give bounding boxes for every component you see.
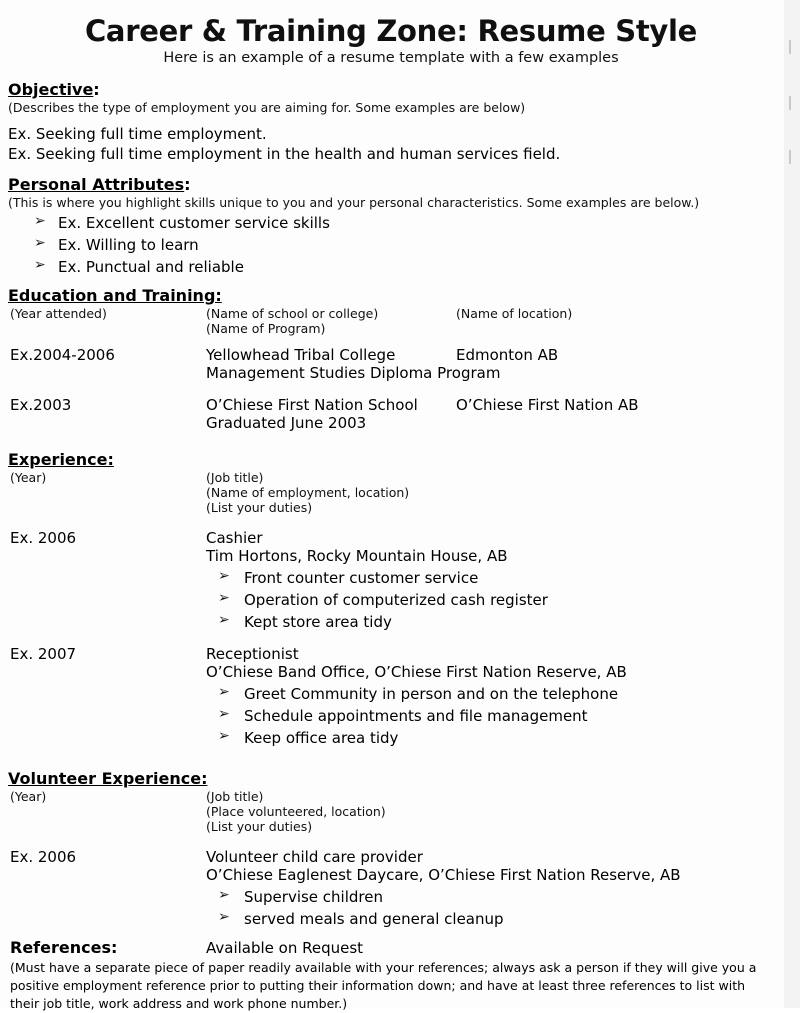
volunteer-hints [6, 789, 776, 804]
objective-example: Ex. Seeking full time employment. [8, 125, 267, 143]
personal-attributes-heading-text: Personal Attributes [8, 175, 185, 194]
section-experience [6, 450, 776, 747]
experience-entry-year: Ex. 2007 [10, 645, 77, 663]
experience-hint-year: (Year) [10, 470, 47, 485]
education-heading-text: Education and Training: [8, 286, 222, 305]
scan-speck [789, 40, 791, 54]
experience-duties-list [6, 685, 776, 747]
education-entry-location: O’Chiese First Nation AB [456, 396, 639, 414]
experience-entry-employer: O’Chiese Band Office, O’Chiese First Nation Reserve, AB [206, 663, 627, 681]
list-item: ➢ Ex. Willing to learn [6, 236, 776, 254]
personal-attributes-heading-colon: : [184, 175, 191, 194]
list-item: ➢ Supervise children [6, 888, 776, 906]
education-hint-location: (Name of location) [456, 306, 573, 321]
list-item: ➢ Ex. Punctual and reliable [6, 258, 776, 276]
scan-speck [789, 150, 791, 164]
experience-hint-duties: (List your duties) [206, 500, 313, 515]
volunteer-heading [8, 769, 207, 788]
education-hints-second [6, 321, 776, 336]
experience-duties-list [6, 569, 776, 631]
page-title: Career & Training Zone: Resume Style [84, 14, 698, 48]
volunteer-entry [6, 848, 776, 866]
references-heading-colon: : [110, 938, 118, 957]
section-references [6, 938, 776, 1013]
experience-entry-employer-row [6, 547, 776, 565]
objective-heading-text: Objective [8, 80, 94, 99]
list-item: ➢ Schedule appointments and file management [6, 707, 776, 725]
personal-attributes-list [6, 214, 776, 276]
education-entry [6, 396, 776, 414]
experience-heading [8, 450, 114, 469]
education-entry [6, 346, 776, 364]
education-entry-program: Graduated June 2003 [206, 414, 367, 432]
volunteer-hint-job-title: (Job title) [206, 789, 264, 804]
list-item: ➢ Kept store area tidy [6, 613, 776, 631]
section-education [6, 286, 776, 432]
list-item: ➢ Keep office area tidy [6, 729, 776, 747]
references-note: (Must have a separate piece of paper readily available with your references; always ask a person if they will give you a positive employment reference prior to putting their information down; and have at least three references to list with their job title, work address and work phone number.) [10, 960, 757, 1012]
personal-attributes-heading [8, 175, 191, 194]
references-value: Available on Request [206, 939, 364, 957]
section-personal-attributes [6, 175, 776, 276]
references-row [6, 938, 776, 957]
education-entry-year: Ex.2003 [10, 396, 72, 414]
list-item: ➢ Operation of computerized cash register [6, 591, 776, 609]
scan-speck [789, 96, 791, 110]
volunteer-hint-year: (Year) [10, 789, 47, 804]
list-item: ➢ Front counter customer service [6, 569, 776, 587]
volunteer-hint-duties: (List your duties) [206, 819, 313, 834]
experience-entry-job-title: Cashier [206, 529, 263, 547]
education-entry-program-row [6, 414, 776, 432]
objective-heading [8, 80, 100, 99]
experience-entry-job-title: Receptionist [206, 645, 299, 663]
volunteer-entry-year: Ex. 2006 [10, 848, 77, 866]
references-heading-text: References [10, 938, 111, 957]
education-hint-program: (Name of Program) [206, 321, 326, 336]
education-entry-school: O’Chiese First Nation School [206, 396, 418, 414]
education-hints [6, 306, 776, 321]
volunteer-heading-text: Volunteer Experience: [8, 769, 208, 788]
objective-note: (Describes the type of employment you are aiming for. Some examples are below) [8, 100, 526, 115]
experience-hints-3 [6, 500, 776, 515]
volunteer-hints-2 [6, 804, 776, 819]
experience-entry [6, 645, 776, 663]
education-entry-school: Yellowhead Tribal College [206, 346, 396, 364]
section-objective [6, 80, 776, 163]
experience-hint-job-title: (Job title) [206, 470, 264, 485]
volunteer-hints-3 [6, 819, 776, 834]
education-entry-location: Edmonton AB [456, 346, 559, 364]
volunteer-entry-employer: O’Chiese Eaglenest Daycare, O’Chiese First Nation Reserve, AB [206, 866, 681, 884]
experience-entry-employer-row [6, 663, 776, 681]
experience-hints [6, 470, 776, 485]
list-item: ➢ served meals and general cleanup [6, 910, 776, 928]
section-volunteer-experience [6, 769, 776, 928]
references-heading [6, 938, 206, 957]
volunteer-hint-place: (Place volunteered, location) [206, 804, 386, 819]
experience-entry [6, 529, 776, 547]
page-subtitle: Here is an example of a resume template with a few examples [163, 50, 619, 66]
education-entry-year: Ex.2004-2006 [10, 346, 115, 364]
objective-example: Ex. Seeking full time employment in the health and human services field. [8, 145, 561, 163]
volunteer-duties-list [6, 888, 776, 928]
list-item: ➢ Greet Community in person and on the telephone [6, 685, 776, 703]
education-heading [8, 286, 222, 305]
experience-hints-2 [6, 485, 776, 500]
education-hint-school: (Name of school or college) [206, 306, 379, 321]
experience-hint-employment: (Name of employment, location) [206, 485, 410, 500]
education-entry-program: Management Studies Diploma Program [206, 364, 501, 382]
volunteer-entry-employer-row [6, 866, 776, 884]
scan-edge-artifact [784, 0, 800, 1008]
education-entry-program-row [6, 364, 776, 382]
experience-heading-text: Experience: [8, 450, 114, 469]
objective-heading-colon: : [93, 80, 100, 99]
experience-entry-employer: Tim Hortons, Rocky Mountain House, AB [206, 547, 508, 565]
education-hint-year: (Year attended) [10, 306, 107, 321]
volunteer-entry-job-title: Volunteer child care provider [206, 848, 423, 866]
list-item: ➢ Ex. Excellent customer service skills [6, 214, 776, 232]
personal-attributes-note: (This is where you highlight skills unique to you and your personal characteristics. Some examples are below.) [8, 195, 700, 210]
experience-entry-year: Ex. 2006 [10, 529, 77, 547]
